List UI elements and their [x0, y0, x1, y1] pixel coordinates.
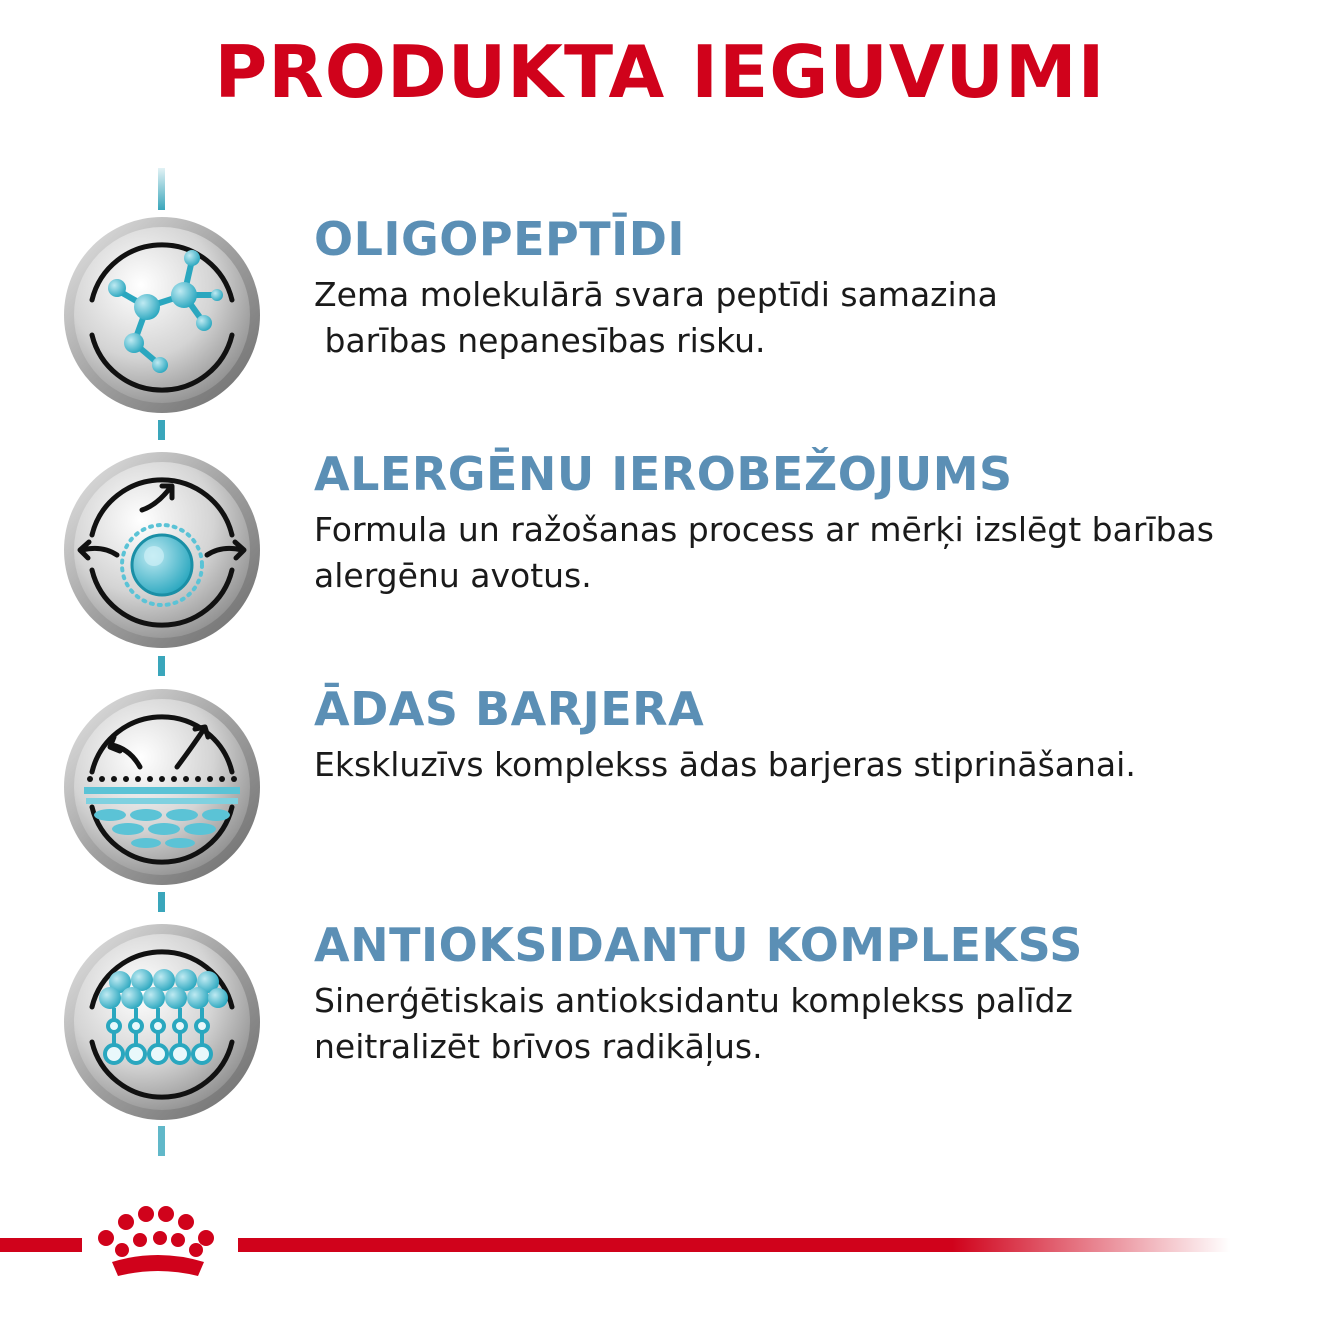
allergen-cell-icon — [62, 450, 262, 650]
benefit-title-skin-barrier: ĀDAS BARJERA — [314, 682, 705, 736]
cell-membrane-icon — [62, 922, 262, 1122]
molecule-icon — [62, 215, 262, 415]
brand-footer-bar — [0, 1200, 1320, 1290]
skin-barrier-icon — [62, 687, 262, 887]
benefit-text-antioxidant: Sinerģētiskais antioksidantu komplekss palīdz neitralizēt brīvos radikāļus. — [314, 981, 1073, 1066]
benefit-title-antioxidant: ANTIOKSIDANTU KOMPLEKSS — [314, 918, 1083, 972]
benefit-text-allergen: Formula un ražošanas process ar mērķi izslēgt barības alergēnu avotus. — [314, 510, 1214, 595]
page-title: PRODUKTA IEGUVUMI — [214, 30, 1106, 114]
timeline-connector — [0, 0, 320, 1320]
royal-canin-crown-logo — [98, 1206, 214, 1276]
benefit-title-allergen: ALERGĒNU IEROBEŽOJUMS — [314, 447, 1013, 501]
benefit-text-skin-barrier: Ekskluzīvs komplekss ādas barjeras stiprināšanai. — [314, 745, 1136, 784]
benefit-text-oligopeptides: Zema molekulārā svara peptīdi samazina barības nepanesības risku. — [314, 275, 998, 360]
benefit-title-oligopeptides: OLIGOPEPTĪDI — [314, 212, 686, 266]
